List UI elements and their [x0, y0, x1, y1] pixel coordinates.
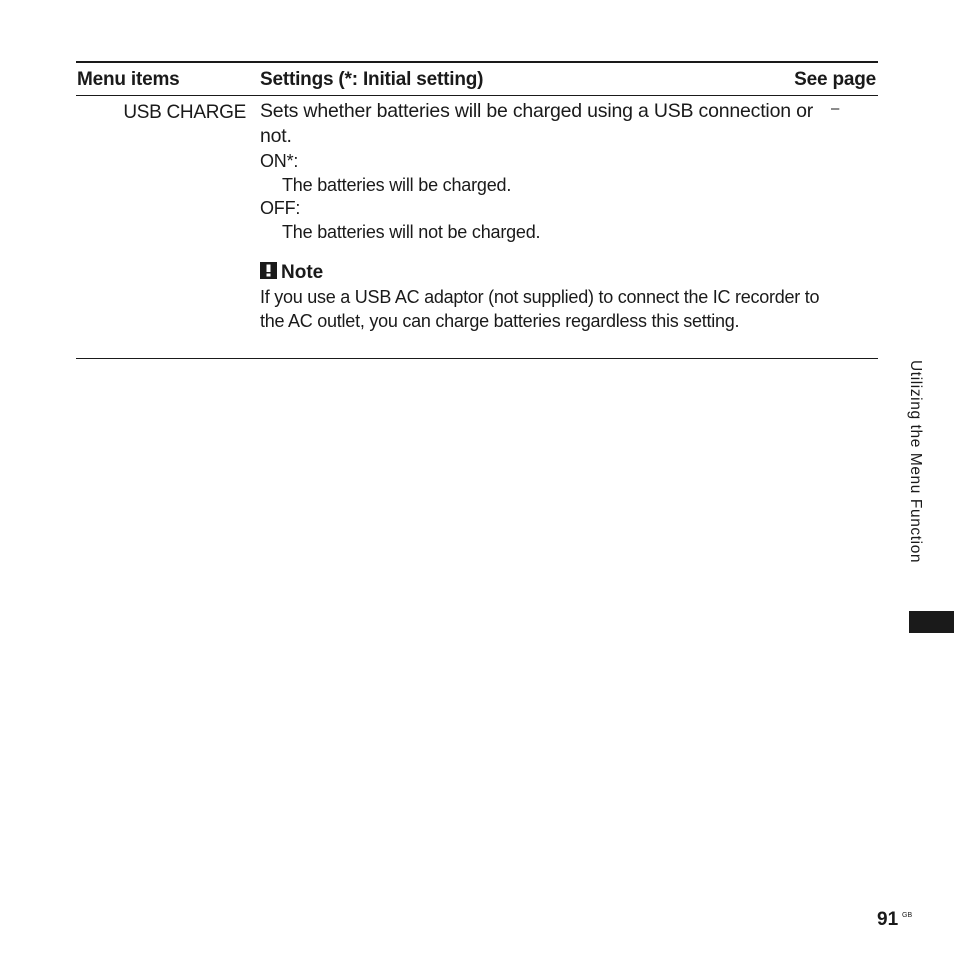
section-tab-marker [909, 611, 954, 633]
note-text: If you use a USB AC adaptor (not supplied) to connect the IC recorder to the AC outlet, you can charge batteries regardless this setting. [260, 287, 820, 331]
option-on-description: The batteries will be charged. [282, 175, 512, 195]
option-off-label: OFF: [260, 198, 301, 218]
header-settings: Settings (*: Initial setting) [260, 69, 484, 90]
table-row [76, 96, 878, 359]
table-header-row [76, 63, 878, 96]
header-menu-items: Menu items [77, 69, 180, 90]
setting-description: Sets whether batteries will be charged using a USB connection or not. [260, 100, 814, 147]
option-off-description: The batteries will not be charged. [282, 222, 541, 242]
option-on-label: ON*: [260, 151, 299, 171]
page-number: 91 [877, 909, 899, 930]
note-heading-label: Note [281, 262, 324, 283]
page-region-suffix: GB [902, 912, 913, 919]
note-icon [260, 262, 277, 279]
header-see-page: See page [794, 69, 876, 90]
section-tab-label: Utilizing the Menu Function [907, 360, 924, 564]
see-page-value: – [831, 100, 840, 117]
note-heading [260, 262, 323, 284]
menu-item-name: USB CHARGE [123, 102, 246, 123]
